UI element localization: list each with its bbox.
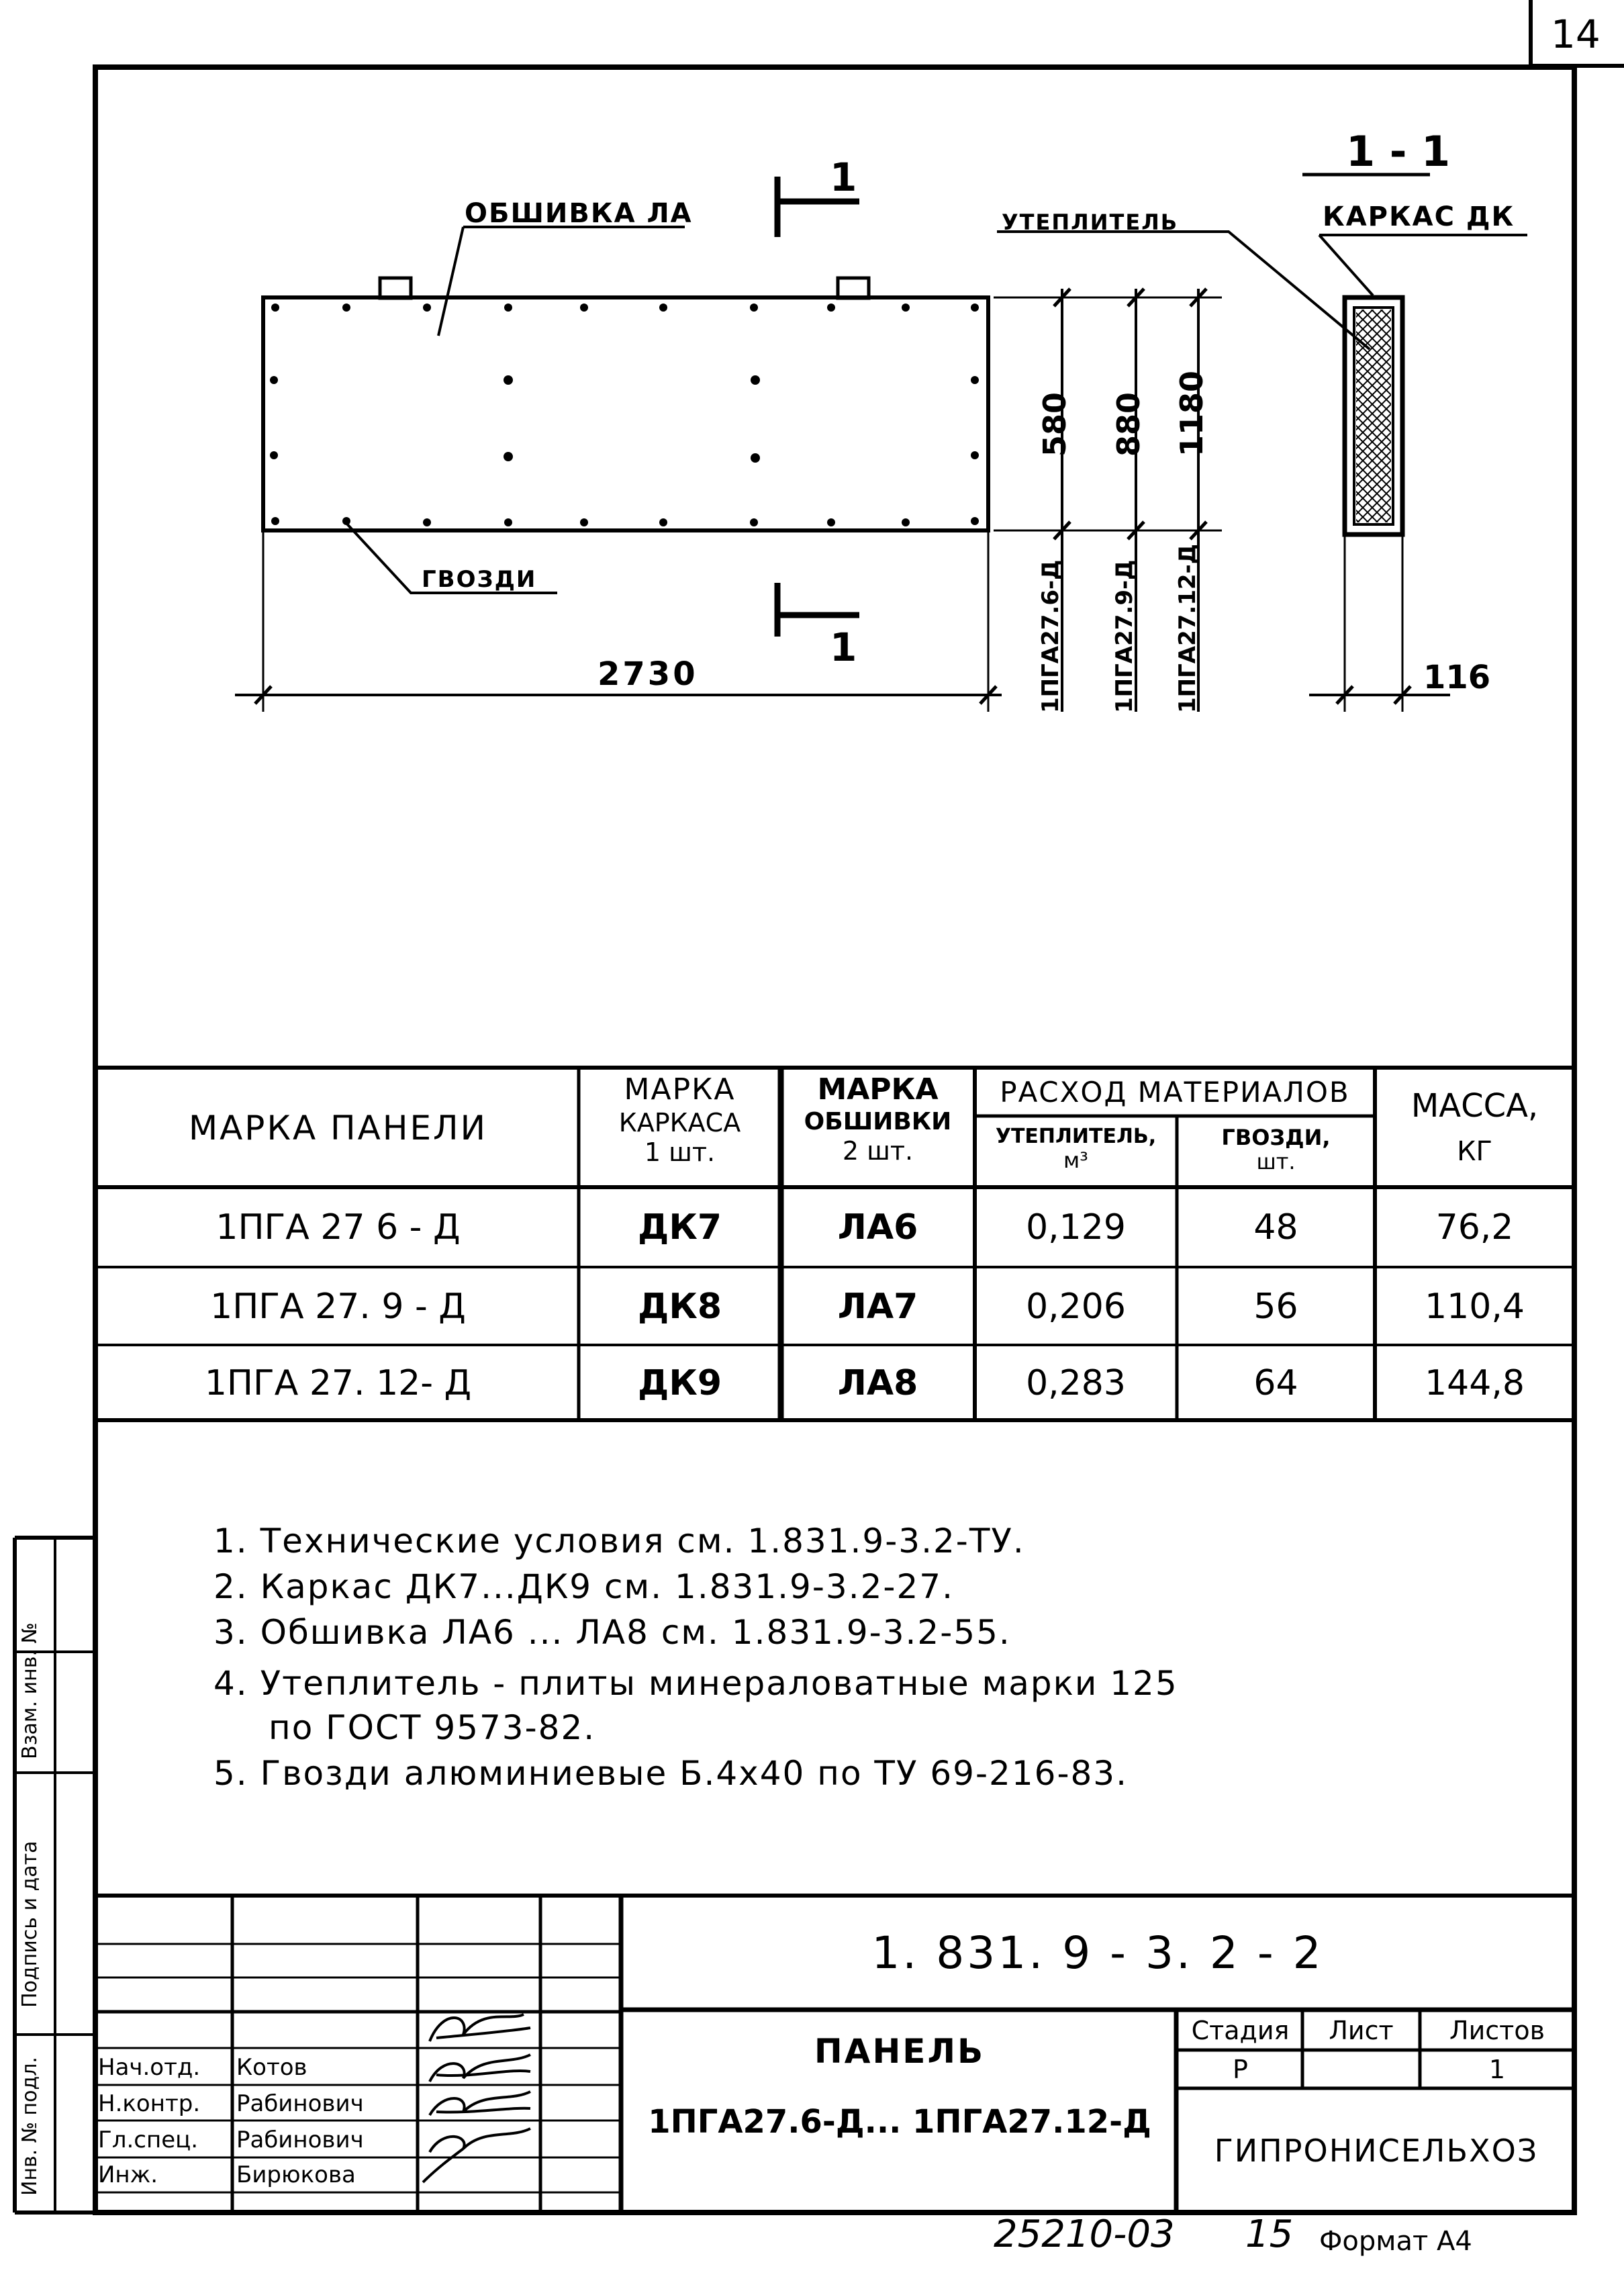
header-insul-line1: УТЕПЛИТЕЛЬ, (995, 1125, 1157, 1148)
document-code: 1. 831. 9 - 3. 2 - 2 (871, 1926, 1324, 1979)
table-row-1-insul: 0,129 (1026, 1207, 1126, 1248)
dimension-580: 580 (1037, 391, 1073, 457)
frame-label: КАРКАС ДК (1323, 201, 1515, 232)
table-header-frame (579, 1070, 781, 1187)
header-frame-line1: МАРКА (624, 1072, 736, 1107)
note-4: 4. Утеплитель - плиты минераловатные марки 125 (213, 1664, 1178, 1703)
header-sheath-line2: ОБШИВКИ (804, 1108, 952, 1135)
table-row-1-nails: 48 (1253, 1207, 1298, 1248)
sign-name-4: Бирюкова (236, 2161, 356, 2188)
stamp-replace-inv: Взам. инв. № (18, 1622, 42, 1759)
note-4-cont: по ГОСТ 9573-82. (269, 1708, 596, 1747)
note-5: 5. Гвозди алюминиевые Б.4х40 по ТУ 69-216-83. (213, 1754, 1128, 1793)
note-3: 3. Обшивка ЛА6 ... ЛА8 см. 1.831.9-3.2-55. (213, 1613, 1011, 1652)
table-row-3-mass: 144,8 (1425, 1362, 1525, 1403)
table-row-3-nails: 64 (1253, 1362, 1298, 1403)
sign-name-2: Рабинович (236, 2090, 364, 2117)
header-mass-line2: КГ (1457, 1136, 1492, 1167)
table-header-insulation (975, 1116, 1177, 1187)
header-sheath-line3: 2 шт. (842, 1136, 914, 1166)
dimension-thickness: 116 (1423, 659, 1491, 696)
sign-role-2: Н.контр. (98, 2090, 201, 2117)
sign-role-4: Инж. (98, 2161, 158, 2188)
header-nails-line1: ГВОЗДИ, (1221, 1125, 1331, 1150)
insulation-label: УТЕПЛИТЕЛЬ (1002, 210, 1179, 235)
stamp-inv-no: Инв. № подл. (18, 2057, 42, 2196)
table-row-2-mass: 110,4 (1425, 1286, 1525, 1327)
footer-format: Формат А4 (1319, 2226, 1472, 2257)
table-row-1-frame: ДК7 (638, 1207, 722, 1248)
header-frame-line3: 1 шт. (644, 1137, 716, 1167)
table-row-2-nails: 56 (1253, 1286, 1298, 1327)
table-header-sheathing (781, 1070, 975, 1187)
table-header-mass (1375, 1070, 1574, 1187)
sign-role-3: Гл.спец. (98, 2127, 199, 2153)
footer-number: 25210-03 (994, 2213, 1175, 2256)
table-row-1-mass: 76,2 (1435, 1207, 1514, 1248)
table-row-2-insul: 0,206 (1026, 1286, 1126, 1327)
stage-value: Р (1233, 2054, 1248, 2084)
note-1: 1. Технические условия см. 1.831.9-3.2-ТУ. (213, 1522, 1025, 1561)
table-header-panel: МАРКА ПАНЕЛИ (188, 1109, 488, 1148)
note-2: 2. Каркас ДК7...ДК9 см. 1.831.9-3.2-27. (213, 1567, 954, 1606)
page-number: 14 (1551, 11, 1601, 57)
table-row-2-sheath: ЛА7 (837, 1286, 918, 1327)
panel-mark-vertical-2: 1ПГА27.9-Д (1111, 559, 1138, 713)
dimension-880: 880 (1110, 391, 1147, 457)
header-nails-line2: шт. (1256, 1149, 1296, 1174)
stamp-sign-date: Подпись и дата (18, 1841, 42, 2008)
sheet-label: Лист (1329, 2015, 1394, 2045)
section-title: 1 - 1 (1346, 127, 1451, 176)
footer-sheet: 15 (1245, 2213, 1294, 2256)
header-sheath-line1: МАРКА (817, 1072, 939, 1107)
table-header-materials: РАСХОД МАТЕРИАЛОВ (1000, 1076, 1350, 1109)
nails-label: ГВОЗДИ (422, 566, 537, 593)
drawing-subtitle: 1ПГА27.6-Д... 1ПГА27.12-Д (648, 2102, 1151, 2141)
drawing-title: ПАНЕЛЬ (814, 2031, 986, 2071)
organization: ГИПРОНИСЕЛЬХОЗ (1214, 2132, 1539, 2169)
sign-name-1: Котов (236, 2054, 307, 2081)
table-row-1-sheath: ЛА6 (837, 1207, 918, 1248)
dimension-1180: 1180 (1174, 370, 1210, 457)
header-insul-line2: м³ (1063, 1148, 1088, 1173)
sign-role-1: Нач.отд. (98, 2054, 201, 2081)
table-row-2-frame: ДК8 (638, 1286, 722, 1327)
dimension-length: 2730 (598, 655, 698, 693)
section-mark-bottom: 1 (830, 624, 857, 670)
table-row-3-frame: ДК9 (638, 1362, 722, 1403)
table-row-3-panel: 1ПГА 27. 12- Д (204, 1362, 472, 1403)
panel-mark-vertical-3: 1ПГА27.12-Д (1174, 543, 1201, 713)
sign-name-3: Рабинович (236, 2127, 364, 2153)
section-mark-top: 1 (830, 154, 857, 200)
sheets-value: 1 (1488, 2054, 1506, 2084)
table-row-1-panel: 1ПГА 27 6 - Д (216, 1207, 461, 1248)
panel-mark-vertical-1: 1ПГА27.6-Д (1037, 559, 1064, 713)
table-row-2-panel: 1ПГА 27. 9 - Д (210, 1286, 466, 1327)
sheathing-label: ОБШИВКА ЛА (465, 198, 693, 229)
table-row-3-sheath: ЛА8 (837, 1362, 918, 1403)
table-row-3-insul: 0,283 (1026, 1362, 1126, 1403)
header-frame-line2: КАРКАСА (618, 1108, 741, 1137)
sheets-label: Листов (1449, 2015, 1545, 2045)
table-header-nails (1177, 1116, 1375, 1187)
header-mass-line1: МАССА, (1411, 1087, 1539, 1125)
stage-label: Стадия (1191, 2015, 1290, 2045)
